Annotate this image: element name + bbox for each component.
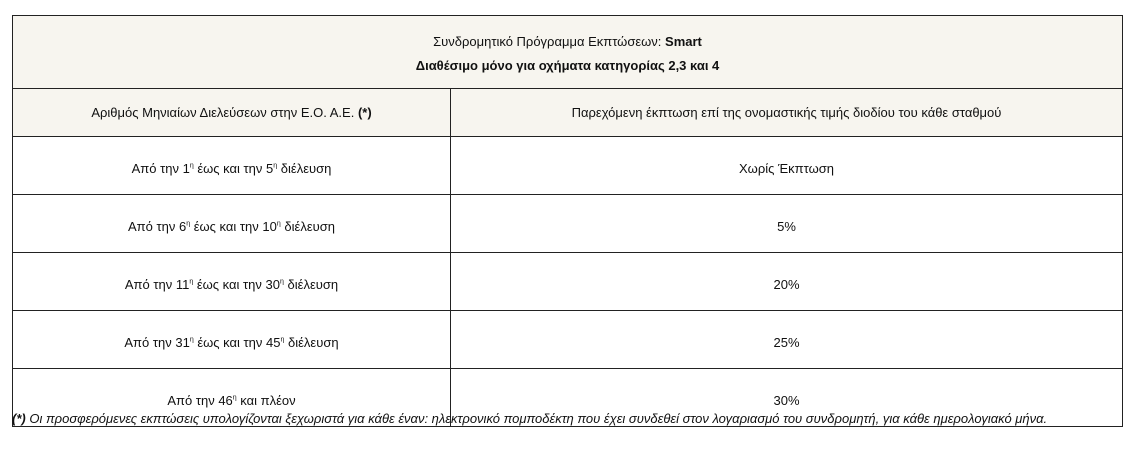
range-from: 11 xyxy=(175,277,190,292)
header-monthly-passages xyxy=(13,89,451,137)
table-header-row xyxy=(13,89,1123,137)
discount-value-cell: 25% xyxy=(451,311,1123,369)
range-mid: έως και την xyxy=(193,161,267,176)
range-from-ordinal: η xyxy=(189,336,194,344)
range-to: 10 xyxy=(262,219,277,234)
header-col1-mark: (*) xyxy=(357,105,372,120)
range-to: 5 xyxy=(266,161,274,176)
range-prefix: Από την xyxy=(124,277,176,292)
range-from: 6 xyxy=(178,219,187,234)
range-from-ordinal: η xyxy=(189,278,194,286)
program-name: Smart xyxy=(665,34,702,49)
discount-table xyxy=(12,15,1123,427)
table-row xyxy=(13,195,1123,253)
table-title-line xyxy=(13,26,1122,54)
range-prefix: Από την xyxy=(167,393,219,408)
range-prefix: Από την xyxy=(128,219,179,234)
range-to-ordinal: η xyxy=(276,220,281,228)
header-col1-label: Αριθμός Μηνιαίων Διελεύσεων στην Ε.Ο. Α.Ε. xyxy=(91,105,355,120)
discount-value-cell: 20% xyxy=(451,253,1123,311)
range-mid: έως και την xyxy=(193,335,267,350)
range-suffix: διέλευση xyxy=(280,219,335,234)
range-prefix: Από την xyxy=(131,161,183,176)
range-from-ordinal: η xyxy=(186,220,191,228)
range-to: 45 xyxy=(266,335,281,350)
passage-range-cell xyxy=(13,195,451,253)
range-mid: και πλέον xyxy=(236,393,296,408)
table-row xyxy=(13,137,1123,195)
range-mid: έως και την xyxy=(190,219,263,234)
range-suffix: διέλευση xyxy=(277,161,332,176)
range-from: 46 xyxy=(218,393,233,408)
table-title xyxy=(13,16,1123,89)
range-prefix: Από την xyxy=(124,335,176,350)
footnote-text: Οι προσφερόμενες εκπτώσεις υπολογίζονται ξεχωριστά για κάθε έναν: ηλεκτρονικό πομποδέκτη που έχει συνδεθεί στον λογαριασμό του συνδρομητή, για κάθε ημερολογιακό μήνα. xyxy=(25,411,1048,426)
table-subtitle: Διαθέσιμο μόνο για οχήματα κατηγορίας 2,3 και 4 xyxy=(415,58,720,73)
range-from-ordinal: η xyxy=(232,394,237,402)
footnote-mark: (*) xyxy=(12,411,26,426)
range-mid: έως και την xyxy=(193,277,266,292)
range-to: 30 xyxy=(265,277,280,292)
range-to-ordinal: η xyxy=(280,278,284,286)
passage-range-cell xyxy=(13,253,451,311)
discount-table-container xyxy=(12,15,1122,427)
range-from-ordinal: η xyxy=(189,162,194,170)
table-row xyxy=(13,311,1123,369)
passage-range-cell xyxy=(13,311,451,369)
discount-value-cell: 5% xyxy=(451,195,1123,253)
range-from: 31 xyxy=(175,335,190,350)
range-to-ordinal: η xyxy=(280,336,285,344)
title-prefix: Συνδρομητικό Πρόγραμμα Εκπτώσεων: xyxy=(433,34,662,49)
discount-value-cell: Χωρίς Έκπτωση xyxy=(451,137,1123,195)
range-suffix: διέλευση xyxy=(284,335,339,350)
range-suffix: διέλευση xyxy=(283,277,339,292)
passage-range-cell xyxy=(13,137,451,195)
range-to-ordinal: η xyxy=(273,162,278,170)
range-from: 1 xyxy=(182,161,190,176)
header-discount: Παρεχόμενη έκπτωση επί της ονομαστικής τιμής διοδίου του κάθε σταθμού xyxy=(451,89,1123,137)
table-title-row xyxy=(13,16,1123,89)
footnote xyxy=(12,406,1112,432)
table-body xyxy=(13,137,1123,427)
table-row xyxy=(13,253,1123,311)
discount-value-cell: 30% xyxy=(451,369,1123,427)
